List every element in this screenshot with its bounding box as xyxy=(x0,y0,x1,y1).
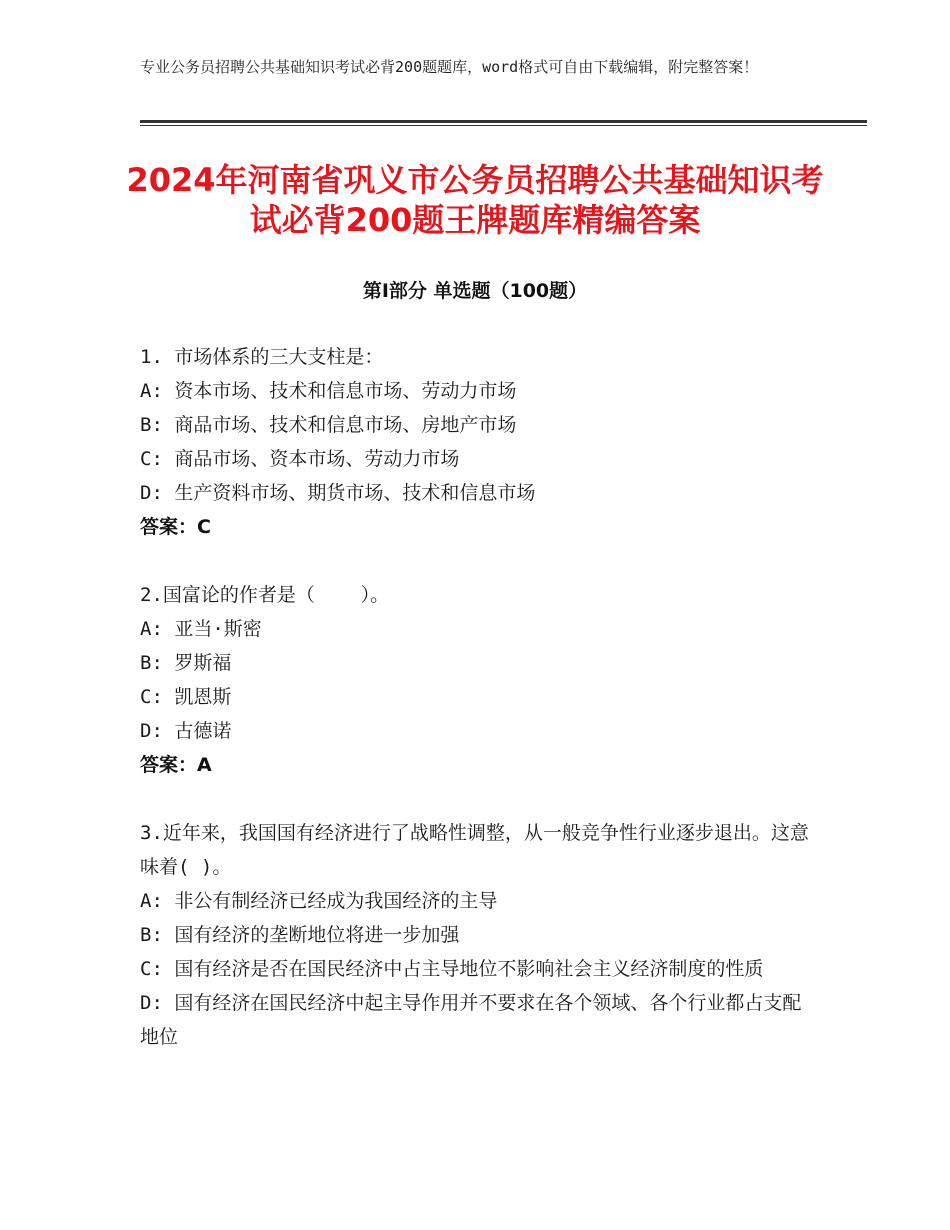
option-c: C: 商品市场、资本市场、劳动力市场 xyxy=(140,448,460,470)
question-list xyxy=(140,340,810,1088)
question-2 xyxy=(140,578,810,782)
option-a: A: 亚当·斯密 xyxy=(140,618,262,640)
question-1 xyxy=(140,340,810,544)
option-a: A: 资本市场、技术和信息市场、劳动力市场 xyxy=(140,380,517,402)
header-rule-thin xyxy=(140,125,867,126)
answer: 答案：A xyxy=(140,754,212,776)
option-b: B: 罗斯福 xyxy=(140,652,232,674)
option-d: D: 国有经济在国民经济中起主导作用并不要求在各个领域、各个行业都占支配地位 xyxy=(140,992,802,1048)
answer: 答案：C xyxy=(140,516,211,538)
option-d: D: 古德诺 xyxy=(140,720,232,742)
document-title: 2024年河南省巩义市公务员招聘公共基础知识考试必背200题王牌题库精编答案 xyxy=(126,161,824,239)
question-stem: 1. 市场体系的三大支柱是： xyxy=(140,346,384,368)
option-d: D: 生产资料市场、期货市场、技术和信息市场 xyxy=(140,482,536,504)
option-c: C: 国有经济是否在国民经济中占主导地位不影响社会主义经济制度的性质 xyxy=(140,958,764,980)
option-b: B: 商品市场、技术和信息市场、房地产市场 xyxy=(140,414,517,436)
header-rule-thick xyxy=(140,120,867,123)
option-b: B: 国有经济的垄断地位将进一步加强 xyxy=(140,924,460,946)
header-note: 专业公务员招聘公共基础知识考试必背200题题库，word格式可自由下载编辑，附完整答案！ xyxy=(140,58,759,76)
section-heading: 第Ⅰ部分 单选题（100题） xyxy=(362,280,588,302)
option-a: A: 非公有制经济已经成为我国经济的主导 xyxy=(140,890,498,912)
question-stem: 2.国富论的作者是（ ）。 xyxy=(140,584,390,606)
question-stem: 3.近年来，我国国有经济进行了战略性调整，从一般竞争性行业逐步退出。这意味着( )。 xyxy=(140,822,809,878)
option-c: C: 凯恩斯 xyxy=(140,686,232,708)
question-3 xyxy=(140,816,810,1054)
